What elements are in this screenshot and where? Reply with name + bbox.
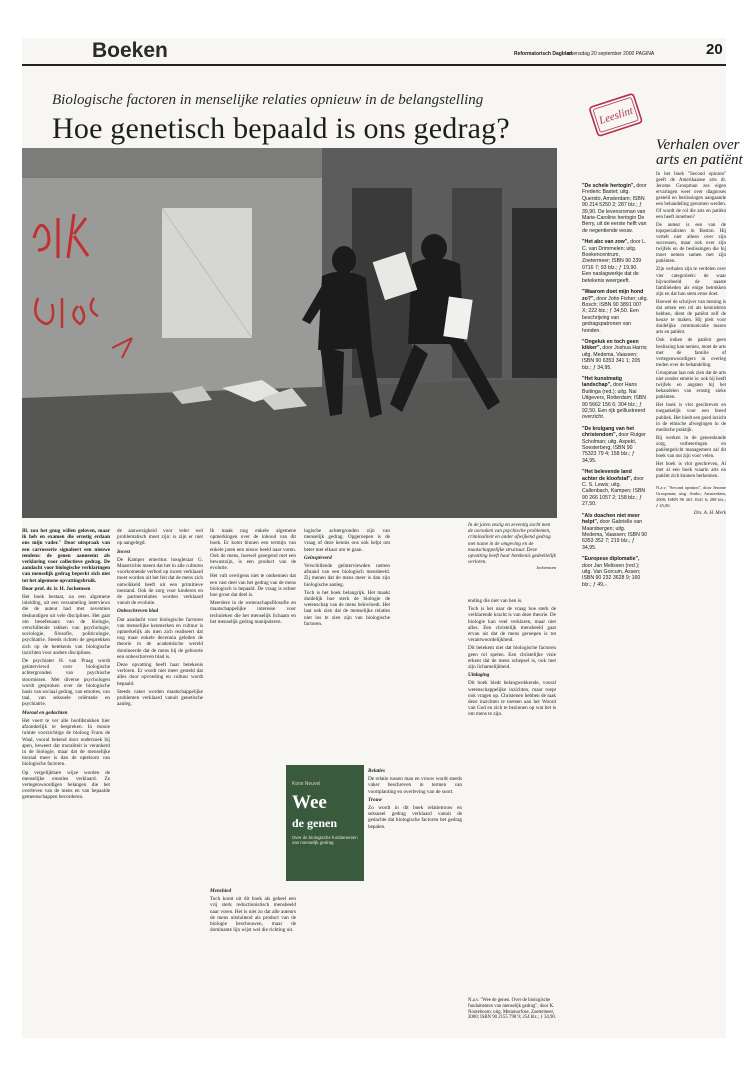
leeslint-stamp-icon — [586, 88, 646, 150]
book-cover — [286, 765, 364, 881]
book-title: "Ongeluk en toch geen kikker", — [582, 338, 639, 352]
book-details: door Rutger Scholman; uitg. Aspekt, Soesterberg; ISBN 90 75323 79 4; 158 blz.; ƒ 34,95. — [582, 432, 646, 464]
sidebar-article — [656, 172, 726, 1032]
newspaper-page — [22, 38, 743, 1038]
paragraph: Toch is het boek belangrijk. Het maakt duidelijk hoe sterk de biologie de wetenschap van de mens beïnvloedt. Het laat ook zien dat de menselijke relaties niet los te zien zijn van biologische factoren. — [304, 589, 390, 627]
book-details: door John Fisher; uitg. Bosch; ISBN 90 3891 007 X; 222 blz.; ƒ 34,50. Een beschrijving van gedragspatronen van honden. — [582, 295, 648, 334]
paragraph: Ik maak nog enkele algemene opmerkingen over de inhoud van dit boek. Er komt binnen een termijn van enkele jaren een nieuw beeld naar voren. Ook de mens, hoewel gezegend met een bewustzijn, is een product van de evolutie. — [210, 528, 296, 572]
subheading: Uitdaging — [468, 672, 490, 679]
photo-graffiti-text: Rik — [46, 236, 48, 237]
article-column-2 — [117, 528, 203, 1028]
issue-date: woensdag 20 september 2000 PAGINA — [567, 51, 655, 57]
list-item — [582, 469, 648, 507]
paragraph: De auteur is een van de topspecialisten in Boston. Hij vertelt niet alleen over zijn successen, maar ook over zijn twijfels en de beslissingen die hij moet nemen samen met zijn patiënten. — [656, 222, 726, 265]
paragraph: De psychiater H. van Praag wordt geïnterviewd over biologische achtergronden van psychische stoornissen. Met diverse psychologen wordt gesproken over de biologische basis van sociaal gedrag, van emoties, van taal, van seksuele oriëntatie en psychiatrie. — [22, 658, 110, 708]
paragraph: Ook indien de patiënt geen beslissing kan nemen, moet de arts met de familie of vertegenwoordigers in overleg treden over de behandeling. — [656, 338, 726, 368]
paragraph: Deze opvatting heeft haar betekenis verloren. Er wordt niet meer gesteld dat alles door opvoeding en cultuur wordt bepaald. — [117, 662, 203, 687]
paragraph: Zo wordt in dit boek relatietrouw en seksueel gedrag verklaard vanuit de gedachte dat biologische factoren het gedrag bepalen. — [368, 805, 462, 830]
list-item — [582, 513, 648, 551]
article-column-4 — [304, 528, 390, 760]
article-kicker: Biologische factoren in menselijke relaties opnieuw in de belangstelling — [52, 92, 484, 108]
paragraph: Het boek is vlot geschreven, Al met al een boek waarin arts en patiënt zich kunnen herkennen. — [656, 462, 726, 480]
book-details: door Joshua Harris; uitg. Medema, Vaassen; ISBN 90 6353 341 1; 205 blz.; ƒ 34,95. — [582, 345, 648, 371]
list-item — [582, 183, 648, 234]
stamp-label: Leeslint — [597, 104, 635, 127]
paragraph: Zijn verhalen zijn te verdelen over vier categorieën: de waar bijvoorbeeld de naaste familieleden als enige betrokken zijn en dat hun stem ertoe doet. — [656, 267, 726, 297]
sidebar-note: N.a.v. "Second opinion", door Jerome Groopman; uitg. Ambo, Amsterdam, 2000; ISBN 90 263 1641 6; 288 blz.; ƒ 45,00. — [656, 484, 726, 508]
paragraph: Groopman laat ook zien dat de arts niet zonder emotie is: ook hij heeft twijfels en angsten bij het behandelen van ernstig zieke patiënten. — [656, 370, 726, 401]
book-title: "Het belevende land achter de kloofstaf", — [582, 469, 633, 482]
article-column-5 — [468, 598, 556, 994]
paragraph: Toch is het naar de vraag hoe sterk de verklarende kracht is van deze theorie. De biologie kan veel verklaren, maar niet alles. Een christelijk mensbeeld gaat ervan uit dat de mens geroepen is tot verantwoordelijkheid. — [468, 606, 556, 644]
paragraph: Dit betekent niet dat biologische factoren geen rol spelen. Een christelijke visie erkent dat de mens schepsel is, ook met zijn lichamelijkheid. — [468, 645, 556, 671]
subheading: Menshied — [210, 888, 232, 894]
paragraph: Op vergelijkbare wijze worden de menselijke emoties verklaard. Ze vertegenwoordigen belangen die het overleven van de mens en van bepaalde gemeenschappen bevorderen. — [22, 769, 110, 801]
paragraph: Dit boek biedt belangwekkende, vooral wetenschappelijke inzichten, maar roept ook vragen op. Christenen hebben de taak deze inzichten te toetsen aan het Woord van God en zich te bezinnen op wat het is om mens te zijn. — [468, 680, 556, 718]
subheading: Incest — [117, 548, 130, 555]
book-details: door Hans Buitinga (red.); uitg. Nai Uitgevers, Rotterdam; ISBN 90 5662 156 6; 304 blz.; ƒ 92,50. Een rijk geïllustreerd overzicht. — [582, 382, 647, 421]
paragraph: Hoewel de schrijver van mening is dat artsen een rol als kennisbron hebben, dient de patiënt zelf de keuze te maken. Hij pleit voor duidelijke communicatie tussen arts en patiënt. — [656, 299, 726, 336]
article-column-3-lower — [210, 888, 296, 1028]
article-column-3 — [210, 528, 296, 758]
paragraph: De Kamper emeritus hoogleraar G. Maastrichts meent dat het in alle culturen voorkomende verbod op incest verklaard moet worden uit het feit dat de mens zich ontwikkeld heeft uit een primitieve toestand. Ook de zorg voor kinderen en de partnerrelaties worden verklaard vanuit de evolutie. — [117, 556, 203, 607]
paragraph: De relatie tussen man en vrouw wordt steeds vaker beschreven in termen van voortplanting en overleving van de soort. — [368, 776, 462, 795]
article-photo — [22, 148, 557, 518]
book-list — [582, 183, 648, 593]
list-item — [582, 426, 648, 464]
article-column-4-lower — [368, 768, 462, 1030]
paragraph: Het boek is vlot geschreven en toegankelijk voor een breed publiek. Het biedt een goed inzicht in de ethische afwegingen in de medische praktijk. — [656, 403, 726, 433]
subheading: Moraal en gedachten — [22, 709, 68, 716]
book-title: "Waarom doet mijn hond zo?", — [582, 289, 644, 302]
list-item — [582, 556, 648, 588]
section-title: Boeken — [92, 39, 168, 62]
article-headline: Hoe genetisch bepaald is ons gedrag? — [52, 112, 510, 145]
book-details: door Gabrielle van Maarsbergen; uitg. Medema, Vaassen; ISBN 90 6353 352 7; 219 blz.; ƒ 34,95. — [582, 519, 648, 551]
list-item — [582, 339, 648, 371]
article-lead: Ill. zou het gnug willen geloven, maar ik heb en examen die ernstig erdaan ons mijn vader." Door uitspraak van een carrosserie signaleert een nieuwe tendens: de genen aanneemt als verklaring voor collectieve gedrag. De aandacht voor biologische verklaringen van menselijk gedrag beperkt zich niet tot het algemene opvattingsbruik. — [22, 528, 110, 584]
book-title: "Europese diplomatie", — [582, 556, 640, 563]
paragraph: Het boek bestaat, na een algemene inleiding, uit een verzameling interviews die de auteur had met zeventien deskundigen uit vele disciplines. Het gaat om beoefenaars van de biologie, verschillende takken van psychologie, sociologie, filosofie, politicologie, psychiatrie. Steeds richten de gesprekken zich op de betekenis van biologische inzichten voor andere disciplines. — [22, 594, 110, 656]
cover-author: Koos Neuvel — [292, 781, 321, 787]
page-number: 20 — [706, 41, 723, 58]
list-item — [582, 376, 648, 421]
paragraph: Steeds vaker worden maatschappelijke problemen verklaard vanuit genetische aanleg. — [117, 688, 203, 708]
paragraph: Toch komt uit dit boek als geheel een vrij sterk reductionistisch mensbeeld naar voren. Het is niet zo dat alle auteurs de mens uitsluitend als product van de biologie beschouwen, maar de dominante lijn wijst wel die richting uit. — [210, 896, 296, 934]
list-item — [582, 289, 648, 334]
subheading: Geïnspireerd — [304, 554, 332, 561]
paragraph: logische achtergronden zijn van menselijk gedrag. Opgeroepen is de vraag of deze kennis ons ook helpt om beter met elkaar om te gaan. — [304, 528, 390, 553]
paragraph: Bij werken in de geneeskunde zorg, verbeteringen en patiëntgericht management zal dit boek van nut zijn voor velen. — [656, 435, 726, 460]
paragraph: Het valt overigens niet te ontkennen dat een vast deel van het gedrag van de mens biologisch is bepaald. De vraag is echter hoe groot dat deel is. — [210, 573, 296, 599]
book-title: "Als doachen niet meer helpt", — [582, 512, 640, 526]
subheading: Relaties — [368, 768, 386, 774]
sidebar-initials: Drs. A. H. Merk — [693, 510, 726, 516]
paragraph: Dat aandacht voor biologische factoren van menselijke kenmerken en cultuur is opmerkelijk als men zich realiseert dat nog maar enkele decennia geleden de theorie in de academische wereld domineerde dat de mens bij de geboorte een onbeschreven blad is. — [117, 616, 203, 660]
masthead: Reformatorisch Dagblad — [514, 51, 573, 57]
sidebar-title — [656, 137, 743, 168]
pull-quote — [468, 522, 556, 572]
book-title: "De krulgang van het christendom", — [582, 425, 635, 439]
book-details: door C. S. Lewis; uitg. Callenbach, Kampen; ISBN 90 266 1057 2; 158 blz.; ƒ 27,50. — [582, 475, 646, 508]
sidebar-title-line-2: arts en patiënt — [656, 152, 743, 168]
paragraph: Verschillende geïnterviewden nemen afstand van een biologisch mensbeeld. Zij menen dat de mens meer is dan zijn biologische aanleg. — [304, 563, 390, 588]
book-title: "De schele hertogin", — [582, 183, 635, 189]
book-details: door Frederic Bastet; uitg. Querido, Amsterdam; ISBN 90 214 5250 2; 287 blz.; ƒ 39,90. De levensroman van Marie-Caroline hertogin De Berry, uit de eerste helft van de negentiende eeuw. — [582, 183, 647, 234]
paragraph: de aanwezigheid voor veler wel problematisch moet zijn: is zijn er niet op aangelegd. — [117, 528, 203, 547]
cover-title-line-1: Wee — [292, 792, 327, 813]
book-details: door L. C. van Drimmelen; uitg. Boekencentrum, Zoetermeer; ISBN 90 239 0716 7; 93 blz.; ƒ 19,90. Een naslagwerkje dat de betekenis weergeeft. — [582, 239, 647, 284]
paragraph: Het voert te ver alle hoofdstukken hier afzonderlijk te bespreken. In mooie ruimte voorzichtige de bioloog Frans de Waal, vooral bekend door onderzoek bij apen, beweert dat moraliteit is verankerd in de biologie, maar dat de menselijke moraal meer is dan de optelsom van biologische factoren. — [22, 717, 110, 768]
article-footnote: N.a.v. "Wee de genen. Over de biologische fundamenten van menselijk gedrag", door K. Nooteboom; uitg. Metamorfose, Zoetermeer, 2000; ISBN 90 2155 798 9; 254 blz.; ƒ 34,90. — [468, 998, 556, 1021]
sidebar-title-line-1: Verhalen over — [656, 137, 740, 153]
paragraph: ending die niet van hen is. — [468, 598, 523, 604]
paragraph: In het boek "Second opinion" geeft de Amerikaanse arts dr. Jerome Groopman zes eigen ervaringen weer over diagnoses gesteld en beslissingen aangaande een behandeling genomen werden. Of wordt de rol die arts en patiënt een heeft innemen? — [656, 172, 726, 220]
list-item — [582, 239, 648, 284]
article-byline: Door prof. dr. ir. H. Jochemsen — [22, 585, 91, 592]
cover-title — [292, 793, 337, 833]
cover-subtitle: Over de biologische fundamenten van menselijk gedrag — [292, 835, 358, 846]
article-column-1 — [22, 528, 110, 1028]
page-header — [22, 38, 726, 66]
book-title: "Het abc van zow", — [582, 239, 629, 246]
paragraph: Meerdere in de wetenschapsfilosofie en maatschappelijke interesse voor technieken die het menselijk lichaam en het menselijk gedrag manipuleren. — [210, 600, 296, 625]
subheading: Trouw — [368, 796, 382, 803]
pull-quote-author: Jochemsen — [536, 565, 556, 571]
subheading: Onbeschreven blad — [117, 608, 159, 615]
book-title: "Het kunstmatig landschap", — [582, 375, 622, 389]
cover-title-line-2: de genen — [292, 816, 337, 830]
pull-quote-text: In de jaren zestig en zeventig zocht men de oorzaken van psychische problemen, criminaliteit en ander afwijkend gedrag met name in de omgeving en de maatschappelijke structuur. Deze opvatting heeft haar betekenis gedeeltelijk verloren. — [468, 522, 556, 566]
book-details: door Jan Melissen (red.); uitg. Van Gorcum, Assen; ISBN 90 232 3628 9; 160 blz.; ƒ 49,-. — [582, 562, 641, 588]
